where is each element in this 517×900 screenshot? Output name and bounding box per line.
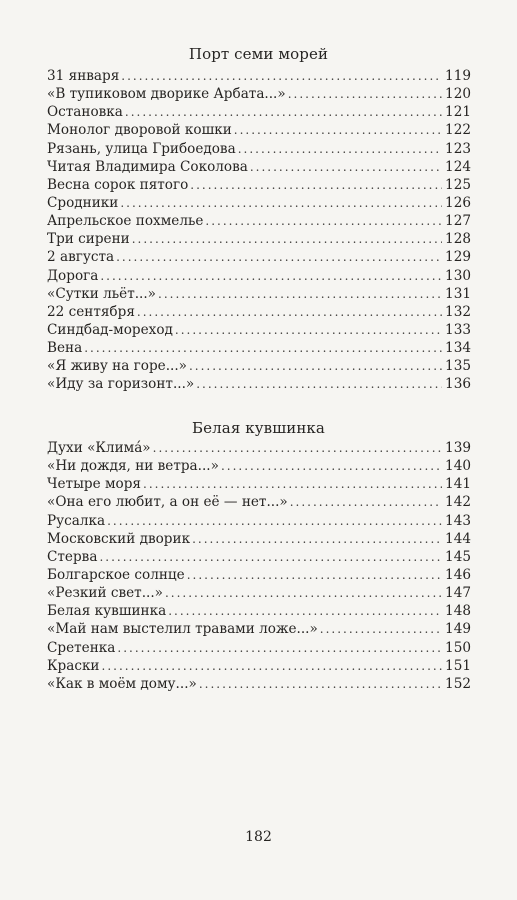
toc-entry (47, 548, 471, 566)
dot-leader (125, 103, 442, 121)
toc-entry-page: 147 (445, 585, 471, 602)
section-title-port: Порт семи морей (188, 45, 329, 63)
toc-entry (47, 357, 471, 375)
toc-entry-page: 142 (445, 494, 471, 511)
dot-leader (158, 285, 442, 303)
toc-entry (47, 493, 471, 511)
toc-entry-title: Три сирени (47, 231, 130, 248)
toc-entry (47, 176, 471, 194)
toc-entry-page: 145 (445, 548, 471, 565)
dot-leader (165, 584, 442, 602)
dot-leader (205, 212, 442, 230)
toc-entry (47, 457, 471, 475)
dot-leader (187, 566, 442, 584)
toc-entry-title: «Резкий свет...» (47, 585, 163, 602)
dot-leader (117, 639, 442, 657)
toc-list-port (47, 67, 471, 394)
toc-entry-page: 132 (445, 303, 471, 320)
toc-entry-page: 125 (445, 176, 471, 193)
dot-leader (153, 439, 442, 457)
toc-entry-title: Сродники (47, 194, 119, 211)
toc-entry-title: «Май нам выстелил травами ложе...» (47, 621, 318, 638)
toc-entry (47, 475, 471, 493)
toc-entry (47, 339, 471, 357)
dot-leader (221, 457, 442, 475)
toc-entry-title: «Иду за горизонт...» (47, 376, 195, 393)
toc-entry (47, 303, 471, 321)
toc-entry-page: 120 (445, 86, 471, 103)
toc-entry-title: Апрельское похмелье (47, 213, 204, 230)
toc-entry-page: 149 (445, 621, 471, 638)
toc-entry-page: 136 (445, 376, 471, 393)
toc-entry (47, 140, 471, 158)
toc-entry-page: 140 (445, 458, 471, 475)
toc-entry-page: 135 (445, 358, 471, 375)
toc-entry (47, 375, 471, 393)
toc-entry-title: «В тупиковом дворике Арбата...» (47, 86, 286, 103)
dot-leader (192, 530, 442, 548)
toc-entry (47, 285, 471, 303)
dot-leader (290, 493, 442, 511)
toc-entry (47, 103, 471, 121)
dot-leader (102, 657, 443, 675)
toc-entry-page: 148 (445, 603, 471, 620)
toc-entry-page: 128 (445, 231, 471, 248)
toc-entry (47, 675, 471, 693)
toc-entry (47, 584, 471, 602)
toc-entry-page: 126 (445, 194, 471, 211)
dot-leader (107, 512, 442, 530)
toc-entry-title: Рязань, улица Грибоедова (47, 140, 236, 157)
toc-entry-page: 143 (445, 512, 471, 529)
toc-entry-page: 124 (445, 158, 471, 175)
toc-entry (47, 439, 471, 457)
toc-entry-title: Вена (47, 340, 83, 357)
toc-entry (47, 248, 471, 266)
toc-entry (47, 85, 471, 103)
toc-entry (47, 639, 471, 657)
toc-entry-title: Краски (47, 657, 100, 674)
toc-entry (47, 512, 471, 530)
toc-entry-title: «Ни дождя, ни ветра...» (47, 458, 219, 475)
page-number: 182 (245, 829, 272, 845)
dot-leader (199, 675, 442, 693)
toc-entry-title: Русалка (47, 512, 106, 529)
toc-entry (47, 67, 471, 85)
toc-entry-page: 131 (445, 285, 471, 302)
toc-entry (47, 530, 471, 548)
toc-entry (47, 602, 471, 620)
toc-entry-title: Монолог дворовой кошки (47, 122, 232, 139)
toc-entry-page: 119 (445, 68, 471, 84)
toc-entry-title: Синдбад-мореход (47, 321, 173, 338)
toc-list-kuvshinka (47, 439, 471, 693)
toc-entry (47, 194, 471, 212)
toc-entry-page: 122 (445, 122, 471, 139)
toc-entry (47, 267, 471, 285)
dot-leader (250, 158, 442, 176)
toc-entry (47, 212, 471, 230)
toc-entry (47, 321, 471, 339)
toc-entry-title: Белая кувшинка (47, 603, 167, 620)
toc-entry-page: 129 (445, 249, 471, 266)
dot-leader (116, 248, 442, 266)
toc-entry (47, 230, 471, 248)
toc-entry-title: Московский дворик (47, 530, 191, 547)
toc-entry-title: Стерва (47, 548, 98, 565)
toc-entry-title: Читая Владимира Соколова (47, 158, 248, 175)
dot-leader (132, 230, 442, 248)
toc-entry-title: Болгарское солнце (47, 566, 185, 583)
dot-leader (100, 267, 442, 285)
toc-entry-page: 139 (445, 440, 471, 456)
dot-leader (238, 140, 442, 158)
dot-leader (234, 121, 442, 139)
dot-leader (196, 375, 442, 393)
toc-entry-page: 121 (445, 104, 471, 121)
toc-entry-title: Духи «Климá» (47, 440, 151, 456)
dot-leader (99, 548, 442, 566)
toc-entry-title: Остановка (47, 104, 123, 121)
dot-leader (120, 194, 442, 212)
toc-entry-title: 31 января (47, 68, 120, 84)
dot-leader (189, 357, 442, 375)
toc-entry-title: Четыре моря (47, 476, 141, 493)
toc-entry (47, 620, 471, 638)
dot-leader (84, 339, 442, 357)
toc-entry-page: 150 (445, 639, 471, 656)
toc-entry-page: 152 (445, 675, 471, 692)
toc-entry-title: «Она его любит, а он её — нет...» (47, 494, 288, 511)
toc-entry-page: 141 (445, 476, 471, 493)
dot-leader (190, 176, 442, 194)
toc-entry-page: 151 (445, 657, 471, 674)
toc-entry (47, 121, 471, 139)
toc-entry-title: Сретенка (47, 639, 116, 656)
toc-entry-page: 146 (445, 566, 471, 583)
dot-leader (168, 602, 442, 620)
toc-entry (47, 566, 471, 584)
dot-leader (143, 475, 442, 493)
toc-entry-page: 123 (445, 140, 471, 157)
toc-entry-title: «Сутки льёт...» (47, 285, 156, 302)
toc-entry-title: Дорога (47, 267, 99, 284)
toc-entry-title: «Как в моём дому...» (47, 675, 197, 692)
dot-leader (320, 620, 442, 638)
dot-leader (137, 303, 442, 321)
toc-entry (47, 158, 471, 176)
toc-entry-title: 22 сентября (47, 303, 135, 320)
toc-entry-title: «Я живу на горе...» (47, 358, 187, 375)
dot-leader (288, 85, 442, 103)
section-title-kuvshinka: Белая кувшинка (192, 419, 325, 437)
toc-entry-title: Весна сорок пятого (47, 176, 189, 193)
toc-entry-page: 144 (445, 530, 471, 547)
dot-leader (175, 321, 442, 339)
toc-entry-page: 130 (445, 267, 471, 284)
toc-entry-page: 127 (445, 213, 471, 230)
dot-leader (121, 67, 442, 85)
toc-entry-title: 2 августа (47, 249, 115, 266)
toc-entry-page: 133 (445, 321, 471, 338)
toc-entry-page: 134 (445, 340, 471, 357)
toc-entry (47, 657, 471, 675)
